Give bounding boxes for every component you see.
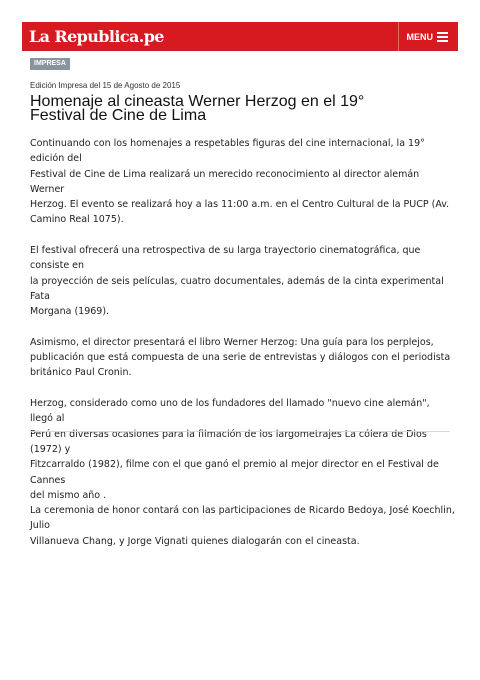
site-header — [22, 22, 458, 51]
menu-label: MENU — [406, 31, 433, 42]
article-paragraph: La ceremonia de honor contará con las participaciones de Ricardo Bedoya, José Koechlin, Julio Villanueva Chang, y Jorge Vignati quienes dialogarán con el cineasta. — [30, 505, 455, 547]
article-paragraph: Herzog, considerado como uno de los fundadores del llamado "nuevo cine alemán", llegó al Perú en diversas ocasiones para la filmación de los largometrajes La cólera de Dios (1972) y Fitzcarraldo (1982), filme con el que ganó el premio al mejor director en el Festival de Cannes del mismo año . — [30, 398, 439, 501]
site-logo[interactable]: La Republica.pe — [29, 27, 164, 46]
content-divider — [30, 431, 450, 432]
article-title: Homenaje al cineasta Werner Herzog en el 19° Festival de Cine de Lima — [30, 93, 365, 124]
hamburger-icon — [437, 30, 448, 44]
section-badge[interactable]: IMPRESA — [30, 58, 70, 70]
menu-button[interactable] — [398, 22, 459, 51]
article-paragraph: El festival ofrecerá una retrospectiva de su larga trayectorio cinematográfica, que consiste en la proyección de seis películas, cuatro documentales, además de la cinta experimental Fata Morgana (1969). — [30, 245, 444, 318]
article-body — [30, 136, 455, 549]
article-paragraph: Continuando con los homenajes a respetables figuras del cine internacional, la 19° edición del Festival de Cine de Lima realizará un merecido reconocimiento al director alemán Werner Herzog. El evento se realizará hoy a las 11:00 a.m. en el Centro Cultural de la PUCP (Av. Camino Real 1075). — [30, 138, 450, 226]
edition-date: Edición Impresa del 15 de Agosto de 2015 — [30, 81, 181, 90]
article-paragraph: Asimismo, el director presentará el libro Werner Herzog: Una guía para los perplejos, publicación que está compuesta de una serie de entrevistas y diálogos con el periodista británico Paul Cronin. — [30, 336, 451, 379]
